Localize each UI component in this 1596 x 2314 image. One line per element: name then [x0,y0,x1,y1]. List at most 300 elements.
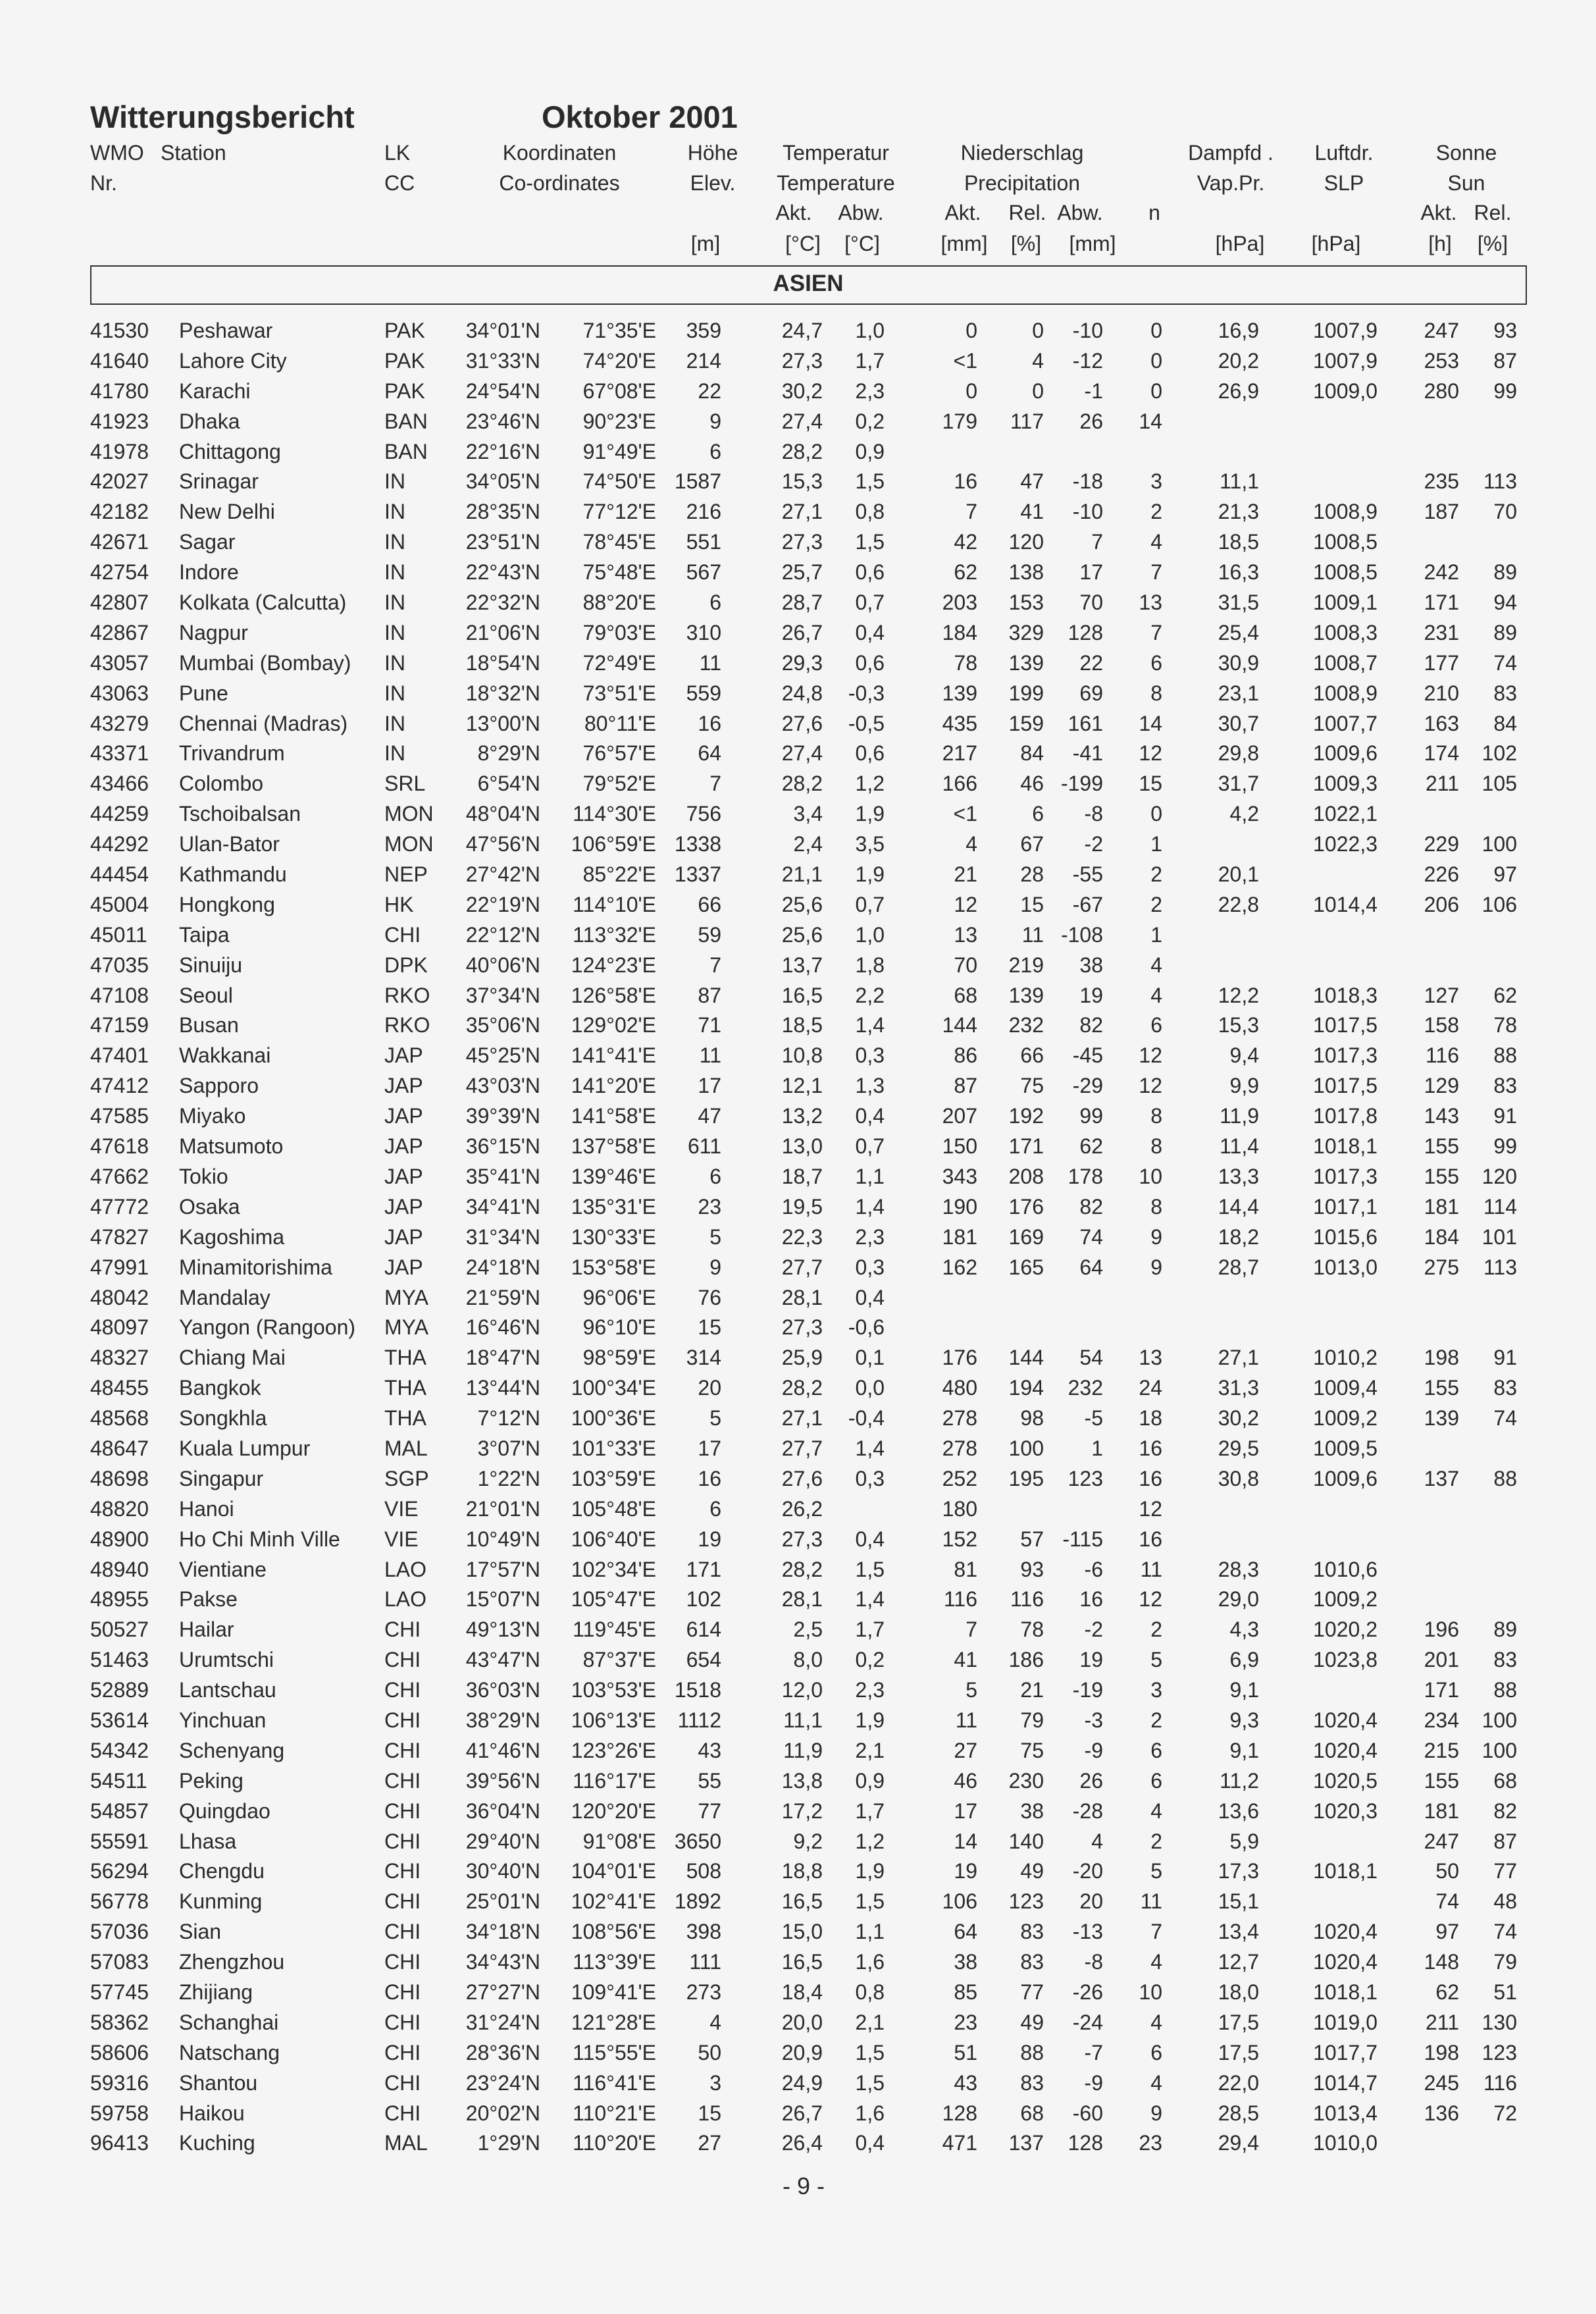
sun-hours-cell: 127 [1424,983,1459,1007]
country-code-cell: IN [384,681,405,705]
sun-hours-cell: 229 [1424,832,1459,856]
longitude-cell: 115°55'E [573,2040,656,2064]
precip-rel-cell: 165 [1008,1255,1044,1279]
wmo-nr-cell: 42867 [90,620,149,644]
table-row [0,2128,1596,2159]
vapour-pressure-cell: 9,3 [1229,1708,1259,1732]
country-code-cell: IN [384,741,405,766]
station-name-cell: Dhaka [179,409,240,433]
precip-abw-cell: -5 [1084,1406,1103,1431]
precip-akt-cell: 0 [965,379,977,403]
precip-days-cell: 6 [1150,650,1162,675]
vapour-pressure-cell: 6,9 [1229,1648,1259,1672]
station-name-cell: Mandalay [179,1285,270,1309]
precip-days-cell: 14 [1139,711,1162,735]
latitude-cell: 18°47'N [465,1346,540,1370]
table-row [0,1041,1596,1071]
sea-level-pressure-cell: 1009,0 [1313,379,1377,403]
country-code-cell: THA [384,1346,426,1370]
sea-level-pressure-cell: 1018,1 [1313,1980,1377,2004]
vapour-pressure-cell: 12,7 [1218,1950,1259,1974]
precip-akt-cell: <1 [953,802,977,826]
wmo-nr-cell: 41530 [90,319,149,342]
vapour-pressure-cell: 29,5 [1218,1436,1259,1460]
elevation-cell: 66 [698,892,721,916]
temp-abw-cell: 0,3 [855,1043,885,1068]
wmo-nr-cell: 42807 [90,591,149,615]
temp-akt-cell: 24,9 [781,2070,823,2095]
temp-abw-cell: 1,0 [855,922,885,947]
sun-hours-cell: 253 [1424,348,1459,373]
table-row [0,1887,1596,1917]
precip-abw-cell: 82 [1079,1194,1103,1219]
vapour-pressure-cell: 29,8 [1218,741,1259,766]
station-name-cell: Indore [179,560,239,585]
station-name-cell: Ulan-Bator [179,832,280,856]
precip-abw-cell: -2 [1084,1617,1103,1642]
precip-akt-cell: 41 [954,1648,977,1672]
sun-rel-cell: 83 [1493,1376,1517,1400]
sun-rel-cell: 89 [1493,560,1517,585]
country-code-cell: HK [384,892,414,916]
sea-level-pressure-cell: 1009,3 [1313,772,1377,796]
station-name-cell: Kolkata (Calcutta) [179,591,347,615]
wmo-nr-cell: 47159 [90,1013,149,1038]
table-row [0,1071,1596,1101]
wmo-nr-cell: 44259 [90,802,149,826]
sea-level-pressure-cell: 1017,5 [1313,1013,1377,1038]
sun-rel-cell: 87 [1493,348,1517,373]
precip-rel-cell: 329 [1008,620,1044,644]
station-name-cell: Sapporo [179,1074,259,1098]
sun-hours-cell: 143 [1424,1104,1459,1128]
precip-akt-cell: 207 [942,1104,977,1128]
latitude-cell: 39°56'N [465,1768,540,1793]
latitude-cell: 23°24'N [465,2070,540,2095]
table-row [0,1404,1596,1434]
latitude-cell: 47°56'N [465,832,540,856]
country-code-cell: IN [384,530,405,554]
sun-rel-cell: 74 [1493,1920,1517,1944]
table-row [0,1283,1596,1313]
vapour-pressure-cell: 20,1 [1218,862,1259,887]
wmo-nr-cell: 47827 [90,1224,149,1249]
wmo-nr-cell: 41978 [90,439,149,463]
longitude-cell: 129°02'E [571,1013,656,1038]
elevation-cell: 22 [698,379,721,403]
elevation-cell: 551 [686,530,721,554]
table-row [0,558,1596,588]
latitude-cell: 45°25'N [465,1043,540,1068]
precip-akt-cell: 139 [942,681,977,705]
sea-level-pressure-cell: 1017,3 [1313,1043,1377,1068]
wmo-nr-cell: 54511 [90,1768,147,1793]
precip-abw-cell: -1 [1084,379,1103,403]
precip-abw-cell: -55 [1072,862,1103,887]
elevation-cell: 71 [698,1013,721,1038]
latitude-cell: 34°41'N [465,1194,540,1219]
table-row [0,2099,1596,2129]
longitude-cell: 103°53'E [571,1678,656,1702]
country-code-cell: SGP [384,1466,429,1490]
vapour-pressure-cell: 28,7 [1218,1255,1259,1279]
sun-rel-cell: 89 [1493,620,1517,644]
table-row [0,1917,1596,1947]
temp-akt-cell: 25,6 [781,892,823,916]
precip-abw-cell: 54 [1079,1346,1103,1370]
sea-level-pressure-cell: 1022,1 [1313,802,1377,826]
precip-akt-cell: 43 [954,2070,977,2095]
station-name-cell: Colombo [179,772,264,796]
sun-hours-cell: 231 [1424,620,1459,644]
sun-rel-cell: 101 [1481,1224,1517,1249]
sun-hours-cell: 129 [1424,1074,1459,1098]
precip-abw-cell: 26 [1079,409,1103,433]
sea-level-pressure-cell: 1017,1 [1313,1194,1377,1219]
precip-days-cell: 1 [1150,832,1162,856]
latitude-cell: 31°34'N [465,1224,540,1249]
precip-akt-cell: 116 [943,1587,977,1612]
sea-level-pressure-cell: 1020,4 [1313,1950,1377,1974]
sun-hours-cell: 50 [1435,1859,1459,1883]
sun-hours-cell: 155 [1424,1768,1459,1793]
vapour-pressure-cell: 30,9 [1218,650,1259,675]
elevation-cell: 50 [698,2040,721,2064]
sun-rel-cell: 84 [1493,711,1517,735]
temp-abw-cell: 1,7 [855,1617,885,1642]
precip-abw-cell: 38 [1079,953,1103,977]
sun-rel-cell: 100 [1481,832,1517,856]
longitude-cell: 79°03'E [582,620,656,644]
station-name-cell: Kagoshima [179,1224,285,1249]
precip-akt-cell: 343 [942,1164,977,1188]
vapour-pressure-cell: 30,2 [1218,1406,1259,1431]
vapour-pressure-cell: 18,0 [1218,1980,1259,2004]
elevation-cell: 17 [698,1074,721,1098]
vapour-pressure-cell: 13,4 [1218,1920,1259,1944]
latitude-cell: 39°39'N [465,1104,540,1128]
station-name-cell: Kathmandu [179,862,287,887]
temp-abw-cell: 2,2 [855,983,885,1007]
wmo-nr-cell: 57036 [90,1920,149,1944]
temp-abw-cell: 2,1 [855,1738,885,1762]
precip-rel-cell: 83 [1020,1950,1044,1974]
sea-level-pressure-cell: 1017,8 [1313,1104,1377,1128]
station-name-cell: Chiang Mai [179,1346,286,1370]
country-code-cell: IN [384,560,405,585]
hdr-unit-p1: [mm] [940,232,988,255]
country-code-cell: CHI [384,1829,421,1853]
sun-rel-cell: 123 [1481,2040,1517,2064]
longitude-cell: 109°41'E [571,1980,656,2004]
precip-akt-cell: 46 [954,1768,977,1793]
sun-rel-cell: 114 [1483,1194,1517,1219]
vapour-pressure-cell: 26,9 [1218,379,1259,403]
sun-rel-cell: 87 [1493,1829,1517,1853]
vapour-pressure-cell: 4,2 [1229,802,1259,826]
precip-days-cell: 2 [1150,500,1162,524]
elevation-cell: 398 [686,1920,721,1944]
hdr-koordinaten: Koordinaten [502,141,617,165]
station-name-cell: New Delhi [179,500,275,524]
precip-days-cell: 2 [1150,1708,1162,1732]
station-table [0,316,1596,2159]
precip-days-cell: 12 [1139,1043,1162,1068]
country-code-cell: BAN [384,439,428,463]
temp-akt-cell: 18,7 [781,1164,823,1188]
vapour-pressure-cell: 31,5 [1218,591,1259,615]
country-code-cell: IN [384,620,405,644]
hdr-niederschlag: Niederschlag [960,141,1084,165]
hdr-unit-m: [m] [690,232,721,255]
country-code-cell: JAP [384,1255,423,1279]
elevation-cell: 508 [686,1859,721,1883]
elevation-cell: 17 [698,1436,721,1460]
precip-akt-cell: 480 [942,1376,977,1400]
wmo-nr-cell: 43371 [90,741,149,766]
precip-rel-cell: 68 [1020,2101,1044,2125]
elevation-cell: 273 [686,1980,721,2004]
latitude-cell: 30°40'N [465,1859,540,1883]
sea-level-pressure-cell: 1019,0 [1313,2010,1377,2034]
precip-akt-cell: 62 [954,560,977,585]
hdr-luftdruck: Luftdr. [1314,141,1374,165]
precip-akt-cell: 51 [954,2040,977,2064]
vapour-pressure-cell: 14,4 [1218,1194,1259,1219]
country-code-cell: CHI [384,1920,421,1944]
latitude-cell: 22°32'N [465,591,540,615]
precip-abw-cell: -19 [1072,1678,1103,1702]
longitude-cell: 100°34'E [571,1376,656,1400]
hdr-temperature: Temperature [777,171,895,195]
precip-rel-cell: 38 [1020,1799,1044,1823]
hdr-unit-slp: [hPa] [1311,232,1361,255]
precip-abw-cell: -9 [1084,2070,1103,2095]
wmo-nr-cell: 42182 [90,500,149,524]
precip-abw-cell: -20 [1072,1859,1103,1883]
hdr-p-rel: Rel. [1008,201,1046,224]
longitude-cell: 120°20'E [571,1799,656,1823]
table-row [0,1736,1596,1766]
wmo-nr-cell: 96413 [90,2131,149,2155]
latitude-cell: 29°40'N [465,1829,540,1853]
precip-akt-cell: 179 [942,409,977,433]
elevation-cell: 15 [698,1315,721,1340]
temp-akt-cell: 17,2 [781,1799,823,1823]
temp-abw-cell: 1,9 [855,802,885,826]
elevation-cell: 76 [698,1285,721,1309]
precip-rel-cell: 46 [1020,772,1044,796]
elevation-cell: 214 [686,348,721,373]
table-row [0,1373,1596,1404]
sea-level-pressure-cell: 1009,6 [1313,741,1377,766]
temp-abw-cell: -0,6 [848,1315,885,1340]
precip-days-cell: 2 [1150,1617,1162,1642]
precip-abw-cell: 17 [1079,560,1103,585]
hdr-dampfdruck: Dampfd . [1188,141,1274,165]
station-name-cell: Yangon (Rangoon) [179,1315,356,1340]
latitude-cell: 36°04'N [465,1799,540,1823]
precip-akt-cell: 17 [954,1799,977,1823]
hdr-sonne: Sonne [1435,141,1497,165]
country-code-cell: RKO [384,1013,430,1038]
precip-days-cell: 18 [1139,1406,1162,1431]
station-name-cell: Zhengzhou [179,1950,285,1974]
sun-rel-cell: 78 [1493,1013,1517,1038]
wmo-nr-cell: 51463 [90,1648,149,1672]
longitude-cell: 76°57'E [582,741,656,766]
precip-rel-cell: 138 [1008,560,1044,585]
country-code-cell: PAK [384,319,425,342]
longitude-cell: 101°33'E [571,1436,656,1460]
report-title: Witterungsbericht [90,99,355,134]
precip-days-cell: 4 [1150,1799,1162,1823]
sun-hours-cell: 198 [1424,2040,1459,2064]
report-month: Oktober 2001 [542,99,738,134]
elevation-cell: 310 [686,620,721,644]
longitude-cell: 123°26'E [571,1738,656,1762]
precip-akt-cell: 144 [942,1013,977,1038]
precip-abw-cell: 1 [1091,1436,1103,1460]
precip-days-cell: 4 [1150,2010,1162,2034]
temp-abw-cell: 1,6 [855,1950,885,1974]
hdr-unit-p2: [%] [1010,232,1042,255]
precip-days-cell: 11 [1140,1557,1162,1581]
wmo-nr-cell: 47662 [90,1164,149,1188]
elevation-cell: 5 [709,1224,721,1249]
table-row [0,1797,1596,1827]
precip-akt-cell: 278 [942,1406,977,1431]
precip-rel-cell: 176 [1008,1194,1044,1219]
wmo-nr-cell: 41780 [90,379,149,403]
vapour-pressure-cell: 30,7 [1218,711,1259,735]
temp-akt-cell: 20,9 [781,2040,823,2064]
precip-abw-cell: -28 [1072,1799,1103,1823]
vapour-pressure-cell: 30,8 [1218,1466,1259,1490]
sun-rel-cell: 93 [1493,319,1517,342]
temp-akt-cell: 26,2 [781,1496,823,1521]
precip-rel-cell: 4 [1032,348,1044,373]
precip-abw-cell: 69 [1079,681,1103,705]
elevation-cell: 559 [686,681,721,705]
temp-abw-cell: 1,2 [855,772,885,796]
precip-abw-cell: -6 [1084,1557,1103,1581]
country-code-cell: THA [384,1406,426,1431]
longitude-cell: 102°34'E [571,1557,656,1581]
table-row [0,1313,1596,1343]
temp-akt-cell: 27,4 [781,741,823,766]
country-code-cell: BAN [384,409,428,433]
temp-akt-cell: 27,3 [781,1315,823,1340]
wmo-nr-cell: 48455 [90,1376,149,1400]
sea-level-pressure-cell: 1020,4 [1313,1738,1377,1762]
longitude-cell: 91°08'E [582,1829,656,1853]
precip-abw-cell: 19 [1079,1648,1103,1672]
sun-hours-cell: 171 [1424,1678,1459,1702]
temp-abw-cell: 1,9 [855,1859,885,1883]
precip-rel-cell: 15 [1020,892,1044,916]
temp-akt-cell: 24,8 [781,681,823,705]
sea-level-pressure-cell: 1010,2 [1313,1346,1377,1370]
hdr-unit-vap: [hPa] [1215,232,1265,255]
vapour-pressure-cell: 25,4 [1218,620,1259,644]
precip-akt-cell: 68 [954,983,977,1007]
station-name-cell: Sian [179,1920,222,1944]
elevation-cell: 1338 [674,832,721,856]
table-row [0,527,1596,558]
wmo-nr-cell: 53614 [90,1708,149,1732]
wmo-nr-cell: 47035 [90,953,149,977]
country-code-cell: CHI [384,2070,421,2095]
temp-abw-cell: 1,1 [855,1164,885,1188]
table-row [0,377,1596,407]
table-row [0,497,1596,527]
latitude-cell: 13°00'N [465,711,540,735]
hdr-elev: Elev. [690,171,736,195]
temp-akt-cell: 28,2 [781,772,823,796]
precip-akt-cell: 190 [942,1194,977,1219]
elevation-cell: 111 [689,1950,721,1974]
precip-days-cell: 3 [1150,469,1162,494]
hdr-unit-sun-pct: [%] [1477,232,1508,255]
temp-abw-cell: 0,8 [855,1980,885,2004]
elevation-cell: 55 [698,1768,721,1793]
wmo-nr-cell: 43057 [90,650,149,675]
station-name-cell: Seoul [179,983,233,1007]
elevation-cell: 16 [698,711,721,735]
station-name-cell: Matsumoto [179,1134,284,1159]
table-row [0,618,1596,648]
temp-akt-cell: 18,4 [781,1980,823,2004]
precip-days-cell: 8 [1150,681,1162,705]
temp-abw-cell: 2,3 [855,379,885,403]
precip-akt-cell: 27 [954,1738,977,1762]
precip-abw-cell: -67 [1072,892,1103,916]
sea-level-pressure-cell: 1014,7 [1313,2070,1377,2095]
precip-akt-cell: 38 [954,1950,977,1974]
precip-days-cell: 12 [1139,741,1162,766]
precip-abw-cell: 161 [1068,711,1103,735]
wmo-nr-cell: 59316 [90,2070,149,2095]
latitude-cell: 36°15'N [465,1134,540,1159]
latitude-cell: 21°01'N [465,1496,540,1521]
country-code-cell: DPK [384,953,428,977]
wmo-nr-cell: 45004 [90,892,149,916]
temp-akt-cell: 22,3 [781,1224,823,1249]
longitude-cell: 87°37'E [582,1648,656,1672]
precip-rel-cell: 139 [1008,983,1044,1007]
sea-level-pressure-cell: 1015,6 [1313,1224,1377,1249]
hdr-unit-t2: [°C] [844,232,880,255]
precip-days-cell: 2 [1150,892,1162,916]
temp-abw-cell: 0,2 [855,409,885,433]
station-name-cell: Yinchuan [179,1708,267,1732]
latitude-cell: 34°05'N [465,469,540,494]
temp-akt-cell: 27,7 [781,1255,823,1279]
sun-hours-cell: 215 [1424,1738,1459,1762]
longitude-cell: 153°58'E [571,1255,656,1279]
table-row [0,467,1596,497]
sea-level-pressure-cell: 1007,9 [1313,348,1377,373]
vapour-pressure-cell: 9,4 [1229,1043,1259,1068]
station-name-cell: Bangkok [179,1376,261,1400]
temp-abw-cell: 1,5 [855,2040,885,2064]
table-row [0,1645,1596,1675]
station-name-cell: Chennai (Madras) [179,711,348,735]
temp-akt-cell: 27,1 [781,500,823,524]
elevation-cell: 3650 [674,1829,721,1853]
sun-hours-cell: 155 [1424,1134,1459,1159]
